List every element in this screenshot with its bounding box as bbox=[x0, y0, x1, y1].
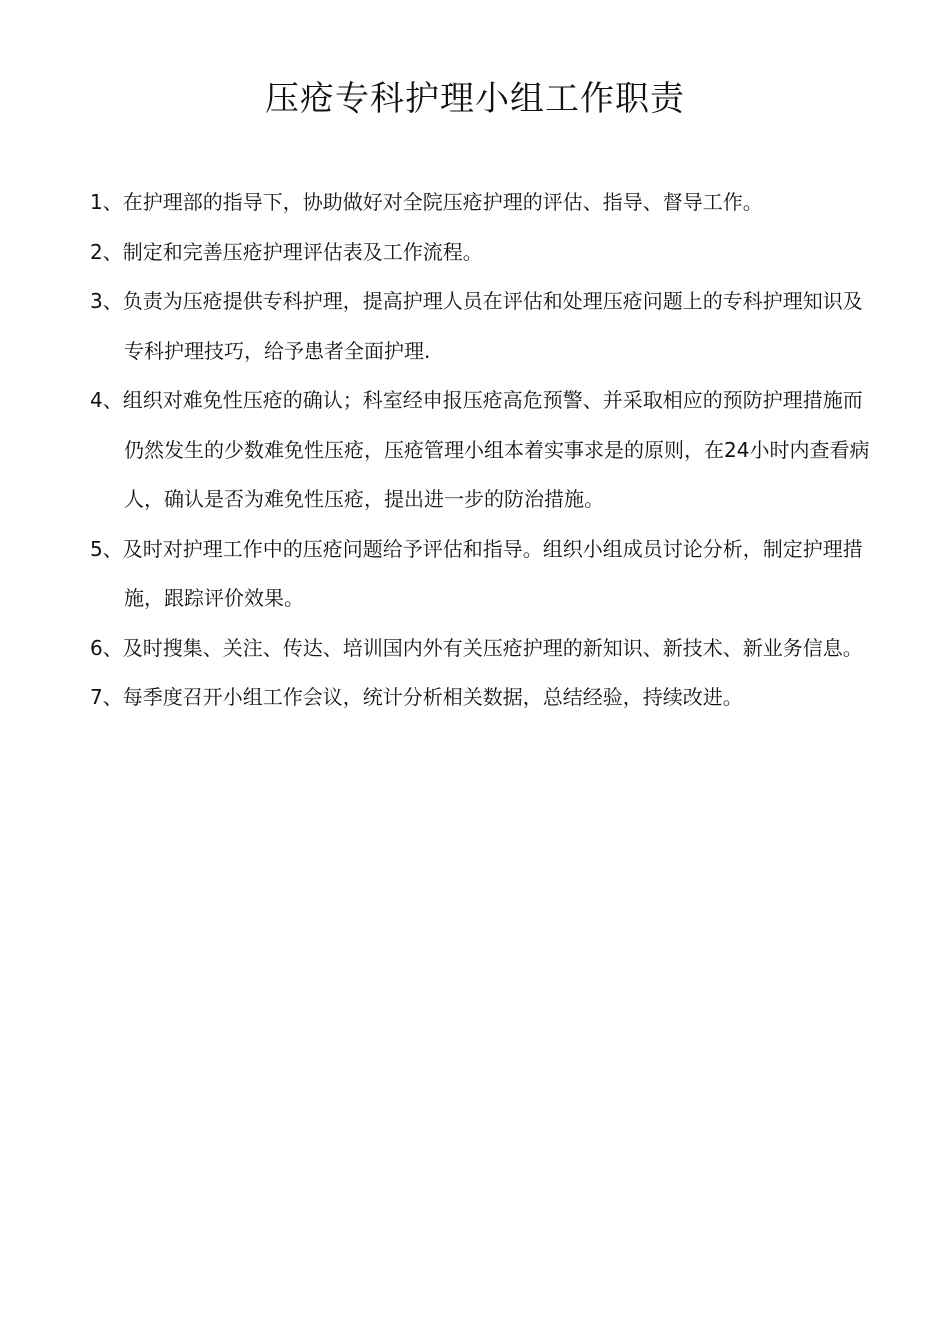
duty-item-1: 1、在护理部的指导下，协助做好对全院压疮护理的评估、指导、督导工作。 bbox=[90, 190, 763, 214]
duty-item-3: 3、负责为压疮提供专科护理，提高护理人员在评估和处理压疮问题上的专科护理知识及专科护理技巧，给予患者全面护理. bbox=[90, 289, 863, 363]
duty-item-2: 2、制定和完善压疮护理评估表及工作流程。 bbox=[90, 239, 483, 264]
duty-item-7: 7、每季度召开小组工作会议，统计分析相关数据，总结经验，持续改进。 bbox=[90, 685, 743, 709]
duty-item-4: 4、组织对难免性压疮的确认；科室经申报压疮高危预警、并采取相应的预防护理措施而仍然发生的少数难免性压疮，压疮管理小组本着实事求是的原则，在24小时内查看病人，确认是否为难免性压疮，提出进一步的防治措施。 bbox=[90, 388, 870, 511]
duty-list bbox=[90, 178, 870, 723]
duty-item-6: 6、及时搜集、关注、传达、培训国内外有关压疮护理的新知识、新技术、新业务信息。 bbox=[90, 635, 863, 660]
document-title: 压疮专科护理小组工作职责 bbox=[265, 79, 685, 119]
duty-item-5: 5、及时对护理工作中的压疮问题给予评估和指导。组织小组成员讨论分析，制定护理措施，跟踪评价效果。 bbox=[90, 536, 863, 610]
